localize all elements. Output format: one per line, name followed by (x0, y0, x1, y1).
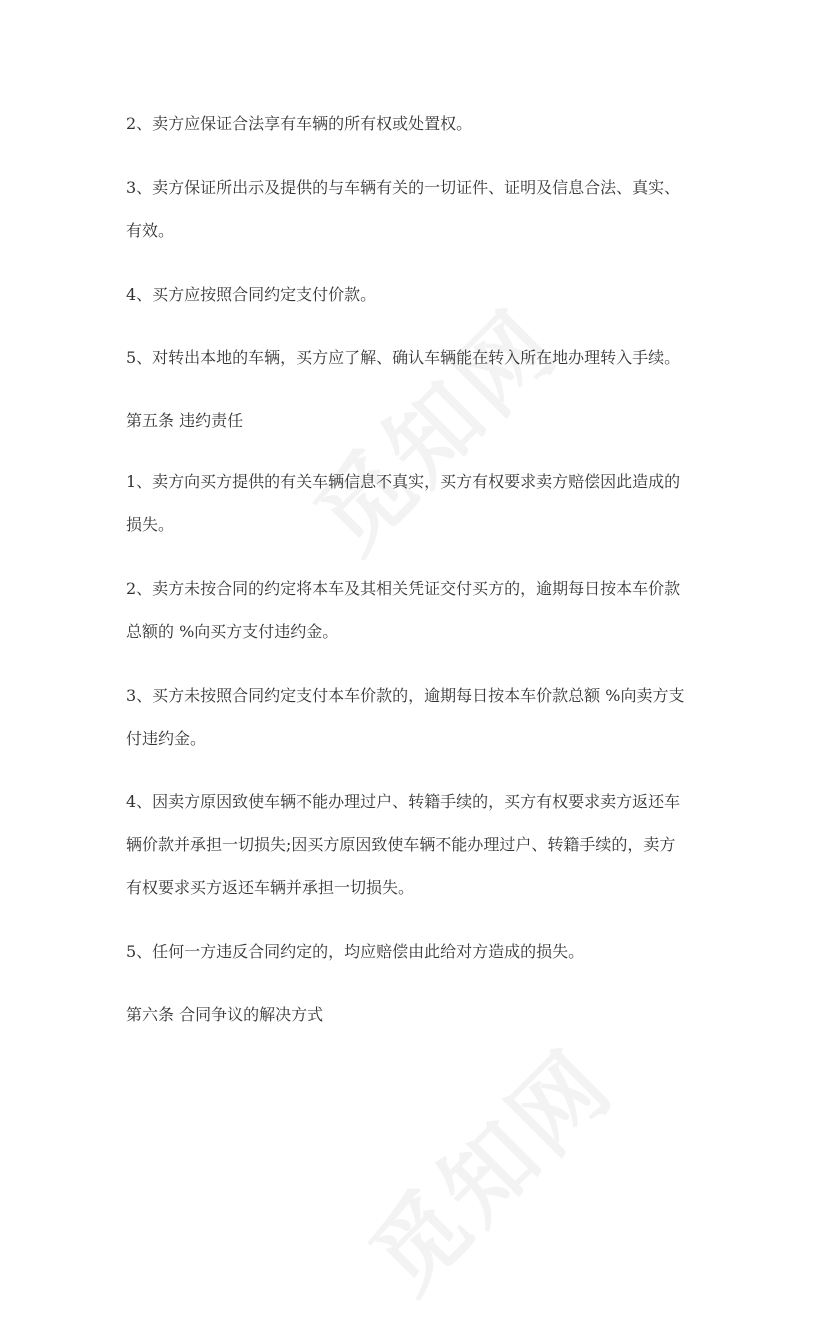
paragraph-line: 辆价款并承担一切损失;因买方原因致使车辆不能办理过户、转籍手续的，卖方 (126, 835, 676, 854)
section-heading: 第五条 违约责任 (126, 411, 244, 430)
section-heading: 第六条 合同争议的解决方式 (126, 1005, 324, 1024)
paragraph-line: 2、卖方应保证合法享有车辆的所有权或处置权。 (126, 114, 473, 133)
paragraph-line: 2、卖方未按合同的约定将本车及其相关凭证交付买方的，逾期每日按本车价款 (126, 579, 681, 598)
paragraph-line: 损失。 (126, 515, 175, 534)
paragraph-line: 3、卖方保证所出示及提供的与车辆有关的一切证件、证明及信息合法、真实、 (126, 178, 681, 197)
paragraph-line: 付违约金。 (126, 729, 207, 748)
paragraph-line: 5、对转出本地的车辆，买方应了解、确认车辆能在转入所在地办理转入手续。 (126, 348, 681, 367)
paragraph-line: 4、因卖方原因致使车辆不能办理过户、转籍手续的，买方有权要求卖方返还车 (126, 792, 681, 811)
paragraph-line: 3、买方未按照合同约定支付本车价款的，逾期每日按本车价款总额 %向卖方支 (126, 686, 685, 705)
watermark-logo (336, 1015, 637, 1316)
paragraph-line: 1、卖方向买方提供的有关车辆信息不真实，买方有权要求卖方赔偿因此造成的 (126, 472, 681, 491)
paragraph-line: 有权要求买方返还车辆并承担一切损失。 (126, 878, 415, 897)
paragraph-line: 5、任何一方违反合同约定的，均应赔偿由此给对方造成的损失。 (126, 942, 585, 961)
paragraph-line: 有效。 (126, 221, 175, 240)
paragraph-line: 总额的 %向买方支付违约金。 (126, 622, 339, 641)
paragraph-line: 4、买方应按照合同约定支付价款。 (126, 285, 377, 304)
